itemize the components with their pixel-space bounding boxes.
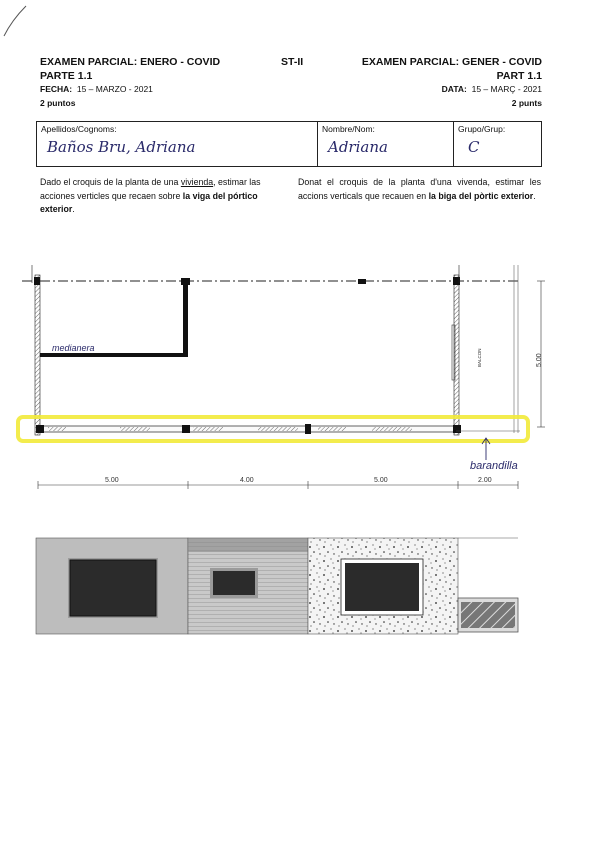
header-left-title: EXAMEN PARCIAL: ENERO - COVID: [40, 56, 221, 68]
statement-ca-bold: la biga del pòrtic exterior: [428, 190, 534, 201]
medianera-vertical: [183, 279, 188, 357]
group-label: Grupo/Grup:: [458, 124, 506, 134]
surname-label: Apellidos/Cognoms:: [41, 124, 117, 134]
floor-plan: [0, 255, 600, 495]
group-value: C: [468, 138, 480, 156]
name-value: Adriana: [328, 138, 388, 156]
header-left-date: [40, 84, 153, 95]
left-wall: [35, 275, 40, 435]
label-barandilla: barandilla: [470, 460, 518, 472]
facade-elevation: [0, 530, 600, 640]
statement-ca-text: Donat el croquis de la planta d'una vivenda, estimar les accions verticals que recauen en: [298, 177, 541, 201]
label-medianera: medianera: [52, 343, 95, 353]
date-label: FECHA:: [40, 84, 73, 94]
header-right-points: 2 punts: [511, 98, 542, 108]
dim-label-2: 4.00: [240, 477, 254, 484]
surname-cell: [37, 122, 318, 167]
statement-es-end: .: [72, 204, 75, 214]
column-4: [453, 425, 461, 433]
statement-es-vivienda: vivienda: [180, 177, 214, 187]
student-info-table: [36, 121, 542, 167]
dim-label-4: 2.00: [478, 477, 492, 484]
label-balcon: BALCON: [477, 348, 482, 367]
header-right-part: PART 1.1: [496, 70, 542, 82]
name-cell: [318, 122, 454, 167]
window-3: [345, 563, 419, 611]
header-right-date: [442, 84, 542, 95]
course-code: ST-II: [281, 56, 304, 68]
statement-es: [40, 176, 280, 217]
left-top-column: [34, 277, 40, 285]
statement-ca-end: .: [533, 190, 536, 201]
statement-es-text: Dado el croquis de la planta de una: [40, 177, 181, 187]
dim-label-1: 5.00: [105, 477, 119, 484]
date-value: 15 – MARZO - 2021: [76, 84, 153, 94]
statement-es-text-2: , estimar las acciones verticles que recaen sobre: [40, 177, 261, 201]
window-2: [213, 571, 255, 595]
statement-es-bold: la viga del pórtico exterior: [40, 190, 258, 214]
window-1: [70, 560, 156, 616]
dim-label-3: 5.00: [374, 477, 388, 484]
column-3: [305, 424, 311, 434]
header-left-points: 2 puntos: [40, 98, 76, 108]
date-value: 15 – MARÇ - 2021: [471, 84, 542, 94]
surname-value: Baños Bru, Adriana: [47, 138, 196, 156]
name-label: Nombre/Nom:: [322, 124, 375, 134]
column-1: [36, 425, 44, 433]
top-column: [358, 279, 366, 284]
group-cell: [454, 122, 542, 167]
corner-mark: [0, 0, 30, 40]
medianera-horizontal: [40, 353, 188, 357]
column-2: [182, 425, 190, 433]
statement-ca: [298, 176, 541, 203]
balcony-railing-panel: [461, 602, 515, 628]
date-label: DATA:: [441, 84, 467, 94]
dim-vertical-label: 5.00: [536, 353, 543, 367]
header-right-title: EXAMEN PARCIAL: GENER - COVID: [361, 56, 542, 68]
header-left-part: PARTE 1.1: [40, 70, 93, 82]
medianera-column: [181, 278, 190, 285]
